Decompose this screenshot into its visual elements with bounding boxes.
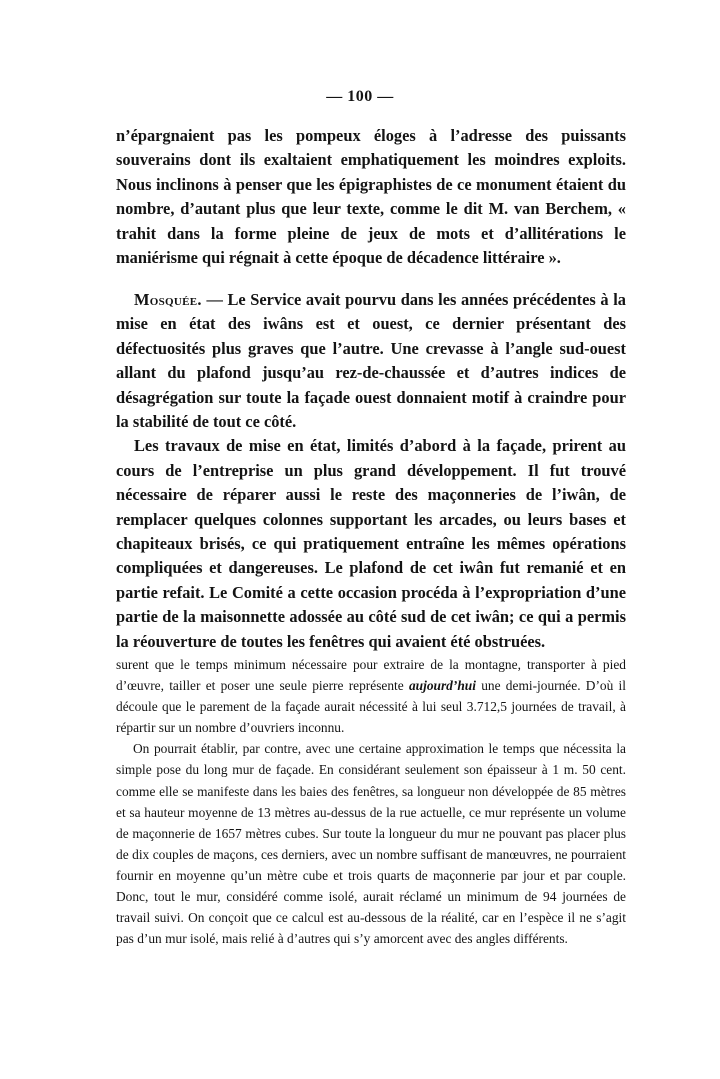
footnote-block bbox=[116, 654, 626, 949]
main-text-mosquee bbox=[116, 288, 626, 654]
paragraph-mosquee-text: — Le Service avait pourvu dans les années précédentes à la mise en état des iwâns est et ouest, ce dernier présentant des défectuosités plus graves que l’autre. Une crevasse à l’angle sud-ouest allant du plafond jusqu’au rez-de-chaussée et d’autres indices de désagrégation sur toute la façade ouest donnaient motif à craindre pour la stabilité de tout ce côté. bbox=[116, 290, 626, 432]
footnote-paragraph-1 bbox=[116, 654, 626, 738]
page-number: — 100 — bbox=[326, 88, 394, 105]
footnote-paragraph-2: On pourrait établir, par contre, avec une certaine approximation le temps que nécessita la simple pose du long mur de façade. En considérant seulement son épaisseur à 1 m. 50 cent. comme elle se manifeste dans les baies des fenêtres, sa longueur non développée de 85 mètres et sa hauteur moyenne de 13 mètres au-dessus de la rue actuelle, ce mur représente un volume de maçonnerie de 1657 mètres cubes. Sur toute la longueur du mur ne pouvant pas placer plus de dix couples de maçons, ces derniers, avec un nombre suffisant de manœuvres, ne pourraient fournir en moyenne qu’un mètre cube et trois quarts de maçonnerie par jour et par couple. Donc, tout le mur, considéré comme isolé, aurait réclamé un minimum de 94 journées de travail suivi. On conçoit que ce calcul est au-dessous de la réalité, car en l’espèce il ne s’agit pas d’un mur isolé, mais relié à d’autres qui s’y amorcent avec des angles différents. bbox=[116, 741, 626, 947]
paragraph-intro: n’épargnaient pas les pompeux éloges à l’adresse des puissants souverains dont ils exaltaient emphatiquement les moindres exploits. Nous inclinons à penser que les épigraphistes de ce monument étaient du nombre, d’autant plus que leur texte, comme le dit M. van Berchem, « trahit dans la forme pleine de jeux de mots et d’allitérations le maniérisme qui régnait à cette époque de décadence littéraire ». bbox=[116, 126, 626, 268]
footnote-p1-before: surent que le temps minimum nécessaire pour extraire de la montagne, transporter à pied d’œuvre, tailler et poser une seule pierre représente bbox=[116, 657, 626, 694]
footnote-p1-emphasis: aujourd’hui bbox=[408, 678, 476, 694]
footnote-p1-after: une demi-journée. D’où il découle que le parement de la façade aurait nécessité à lui seul 3.712,5 journées de travail, à répartir sur un nombre d’ouvriers inconnu. bbox=[116, 678, 627, 736]
section-heading-mosquee: Mosquée. bbox=[134, 290, 202, 309]
paragraph-mosquee bbox=[116, 288, 626, 434]
main-text-intro bbox=[116, 124, 626, 270]
paragraph-travaux: Les travaux de mise en état, limités d’abord à la façade, prirent au cours de l’entreprise un plus grand développement. Il fut trouvé nécessaire de réparer aussi le reste des maçonneries de l’iwân, de remplacer quelques colonnes supportant les arcades, ou leurs bases et chapiteaux brisés, ce qui pratiquement entraîne les mêmes opérations compliquées et dangereuses. Le plafond de cet iwân fut remanié et en partie refait. Le Comité a cette occasion procéda à l’expropriation d’une partie de la maisonnette adossée au côté sud de cet iwân; ce qui a permis la réouverture de toutes les fenêtres qui avaient été obstruées. bbox=[116, 436, 626, 651]
